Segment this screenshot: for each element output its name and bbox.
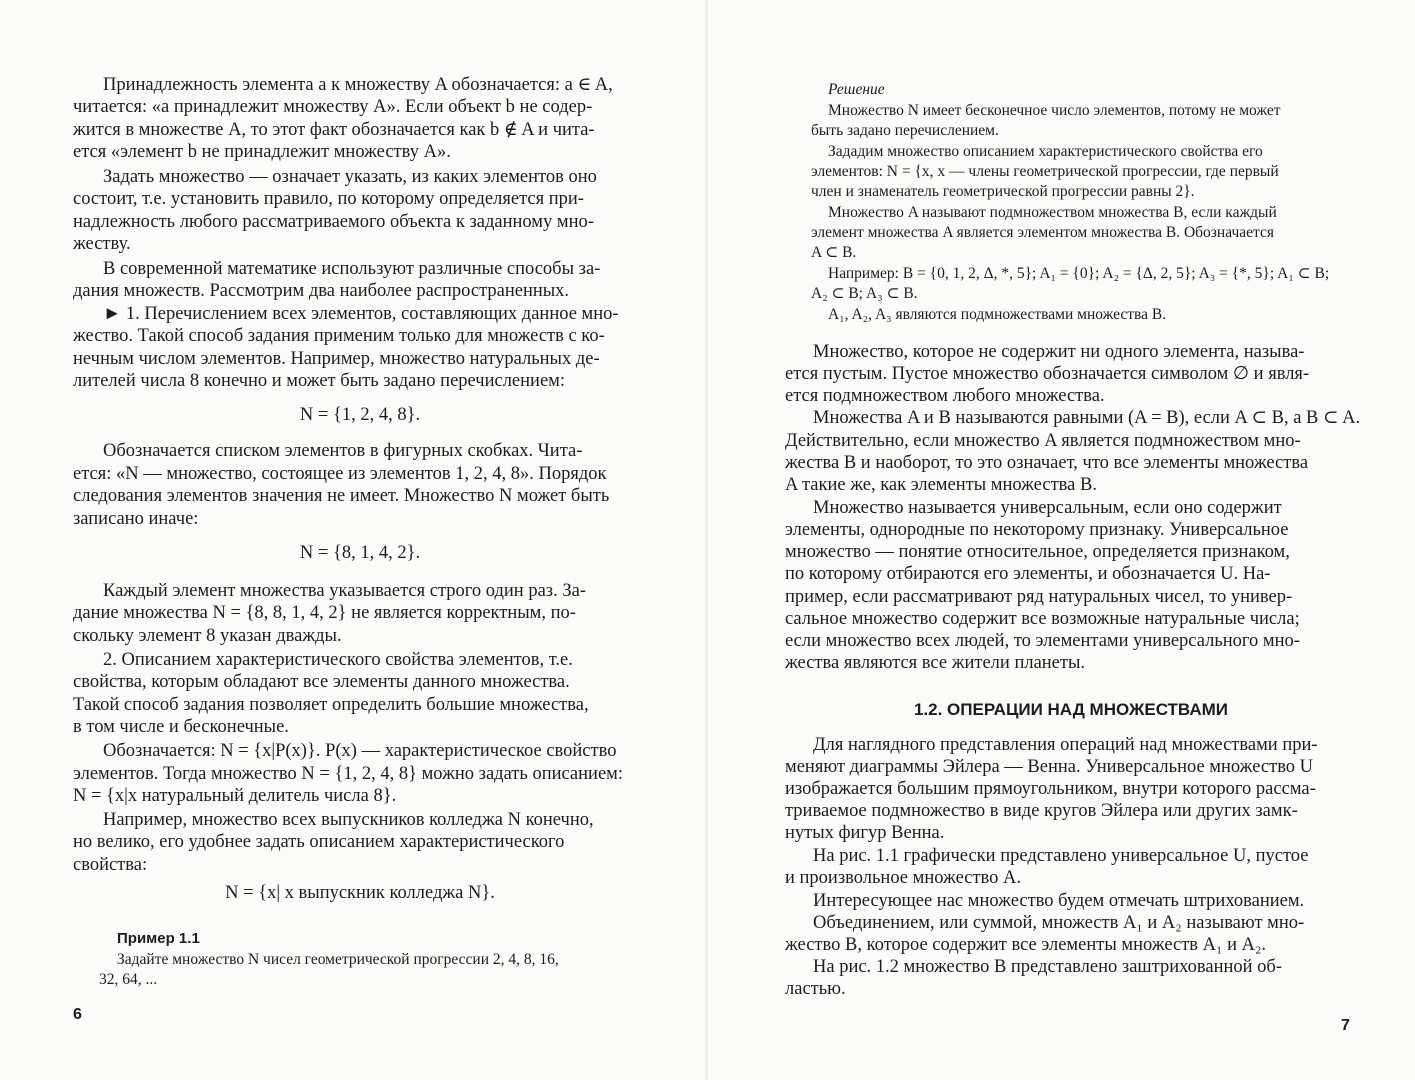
text-line: Принадлежность элемента a к множеству A обозначается: a ∈ A, — [103, 75, 613, 95]
text-line: лителей числа 8 конечно и может быть задано перечислением: — [73, 371, 566, 391]
text-line: Зададим множество описанием характеристического свойства его — [828, 143, 1263, 160]
page-number: 6 — [73, 1006, 82, 1023]
hatching-paragraph: Интересующее нас множество будем отмечать штрихованием. — [813, 891, 1305, 911]
text-line: триваемое подмножество в виде кругов Эйлера или других замк- — [785, 801, 1298, 821]
text-line: жество B, которое содержит все элементы множеств A₁ и A₂. — [785, 935, 1267, 955]
text-line: читается: «a принадлежит множеству A». Если объект b не содер- — [73, 97, 593, 117]
text-line: следования элементов значения не имеет. Множество N может быть — [73, 486, 610, 506]
formula: N = {x| x выпускник колледжа N}. — [225, 883, 495, 903]
text-line: если множество всех людей, то элементами универсального мно- — [785, 631, 1300, 651]
formula: N = {8, 1, 4, 2}. — [299, 543, 421, 563]
text-line: элементы, однородные по некоторому признаку. Универсальное — [785, 520, 1289, 540]
text-line: жества являются все жители планеты. — [785, 653, 1086, 673]
text-line: жеству. — [73, 234, 131, 254]
text-line: ется подмножеством любого множества. — [785, 386, 1105, 406]
text-line: A такие же, как элементы множества B. — [785, 475, 1097, 495]
text-line: множество — понятие относительное, определяется признаком, — [785, 542, 1290, 562]
text-line: ► 1. Перечислением всех элементов, составляющих данное мно- — [103, 304, 619, 324]
text-line: жество. Такой способ задания применим только для множеств с ко- — [73, 326, 605, 346]
section-heading: 1.2. ОПЕРАЦИИ НАД МНОЖЕСТВАМИ — [913, 700, 1229, 719]
page-number: 7 — [1341, 1017, 1350, 1034]
text-line: записано иначе: — [73, 509, 199, 529]
text-line: N = {x|x натуральный делитель числа 8}. — [73, 786, 397, 806]
text-line: свойства: — [73, 855, 148, 875]
text-line: в том числе и бесконечные. — [73, 717, 289, 737]
text-line: Например, множество всех выпускников колледжа N конечно, — [103, 810, 594, 830]
text-line: и произвольное множество A. — [785, 868, 1022, 888]
text-line: ется пустым. Пустое множество обозначается символом ∅ и явля- — [785, 364, 1310, 384]
text-line: Для наглядного представления операций над множествами при- — [813, 735, 1318, 755]
text-line: Объединением, или суммой, множеств A₁ и A₂ называют мно- — [813, 913, 1305, 933]
text-line: дание множества N = {8, 8, 1, 4, 2} не является корректным, по- — [73, 603, 576, 623]
text-line: A₂ ⊂ B; A₃ ⊂ B. — [811, 285, 918, 302]
text-line: Множества A и B называются равными (A = B), если A ⊂ B, а B ⊂ A. — [813, 408, 1361, 428]
text-line: нутых фигур Венна. — [785, 823, 945, 843]
text-line: но велико, его удобнее задать описанием характеристического — [73, 832, 565, 852]
example-heading: Пример 1.1 — [117, 930, 200, 947]
text-line: Множество, которое не содержит ни одного элемента, называ- — [813, 342, 1305, 362]
text-line: пример, если рассматривают ряд натуральных чисел, то универ- — [785, 587, 1293, 607]
text-line: сальное множество содержит все возможные натуральные числа; — [785, 609, 1300, 629]
text-line: ластью. — [785, 979, 846, 999]
text-line: Такой способ задания позволяет определить большие множества, — [73, 695, 589, 715]
text-line: состоит, т.е. установить правило, по которому определяется при- — [73, 189, 584, 209]
text-line: Обозначается: N = {x|P(x)}. P(x) — характеристическое свойство — [103, 741, 617, 761]
text-line: На рис. 1.2 множество B представлено заштрихованной об- — [813, 957, 1283, 977]
text-line: по которому отбираются его элементы, и обозначается U. На- — [785, 564, 1271, 584]
left-page — [0, 0, 707, 1080]
text-line: Действительно, если множество A является подмножеством мно- — [785, 431, 1301, 451]
text-line: скольку элемент 8 указан дважды. — [73, 626, 342, 646]
text-line: Задать множество — означает указать, из каких элементов оно — [103, 167, 597, 187]
text-line: жества B и наоборот, то это означает, что все элементы множества — [785, 453, 1309, 473]
text-line: элементов: N = {x, x — члены геометрической прогрессии, где первый — [811, 163, 1279, 180]
text-line: ется «элемент b не принадлежит множеству A». — [73, 142, 451, 162]
text-line: 32, 64, ... — [99, 971, 158, 988]
text-line: меняют диаграммы Эйлера — Венна. Универсальное множество U — [785, 757, 1314, 777]
text-line: Множество A называют подмножеством множества B, если каждый — [828, 204, 1277, 221]
text-line: быть задано перечислением. — [811, 122, 999, 139]
text-line: элементов. Тогда множество N = {1, 2, 4, 8} можно задать описанием: — [73, 764, 624, 784]
text-line: член и знаменатель геометрической прогрессии равны 2}. — [811, 183, 1195, 200]
text-line: жится в множестве A, то этот факт обозначается как b ∉ A и чита- — [73, 120, 595, 140]
text-line: Обозначается списком элементов в фигурных скобках. Чита- — [103, 441, 583, 461]
text-line: Каждый элемент множества указывается строго один раз. За- — [103, 581, 586, 601]
text-line: элемент множества A является элементом множества B. Обозначается — [811, 224, 1274, 241]
text-line: Множество называется универсальным, если оно содержит — [813, 498, 1282, 518]
text-line: изображается большим прямоугольником, внутри которого рассма- — [785, 779, 1316, 799]
text-line: надлежность любого рассматриваемого объекта к заданному мно- — [73, 212, 594, 232]
solution-heading: Решение — [828, 81, 885, 98]
text-line: Множество N имеет бесконечное число элементов, потому не может — [828, 102, 1281, 119]
text-line: Например: B = {0, 1, 2, Δ, *, 5}; A₁ = {0}; A₂ = {Δ, 2, 5}; A₃ = {*, 5}; A₁ ⊂ B; — [828, 265, 1330, 282]
text-line: На рис. 1.1 графически представлено универсальное U, пустое — [813, 846, 1309, 866]
formula: N = {1, 2, 4, 8}. — [299, 405, 421, 425]
text-line: нечным числом элементов. Например, множество натуральных де- — [73, 349, 600, 369]
text-line: свойства, которым обладают все элементы данного множества. — [73, 672, 570, 692]
text-line: Задайте множество N чисел геометрической прогрессии 2, 4, 8, 16, — [117, 951, 559, 968]
subset-note: A₁, A₂, A₃ являются подмножествами множества B. — [828, 306, 1167, 323]
right-page — [707, 0, 1415, 1080]
text-line: дания множеств. Рассмотрим два наиболее распространенных. — [73, 281, 570, 301]
text-line: В современной математике используют различные способы за- — [103, 259, 601, 279]
text-line: A ⊂ B. — [811, 244, 857, 261]
text-line: 2. Описанием характеристического свойства элементов, т.е. — [103, 650, 573, 670]
text-line: ется: «N — множество, состоящее из элементов 1, 2, 4, 8». Порядок — [73, 464, 607, 484]
